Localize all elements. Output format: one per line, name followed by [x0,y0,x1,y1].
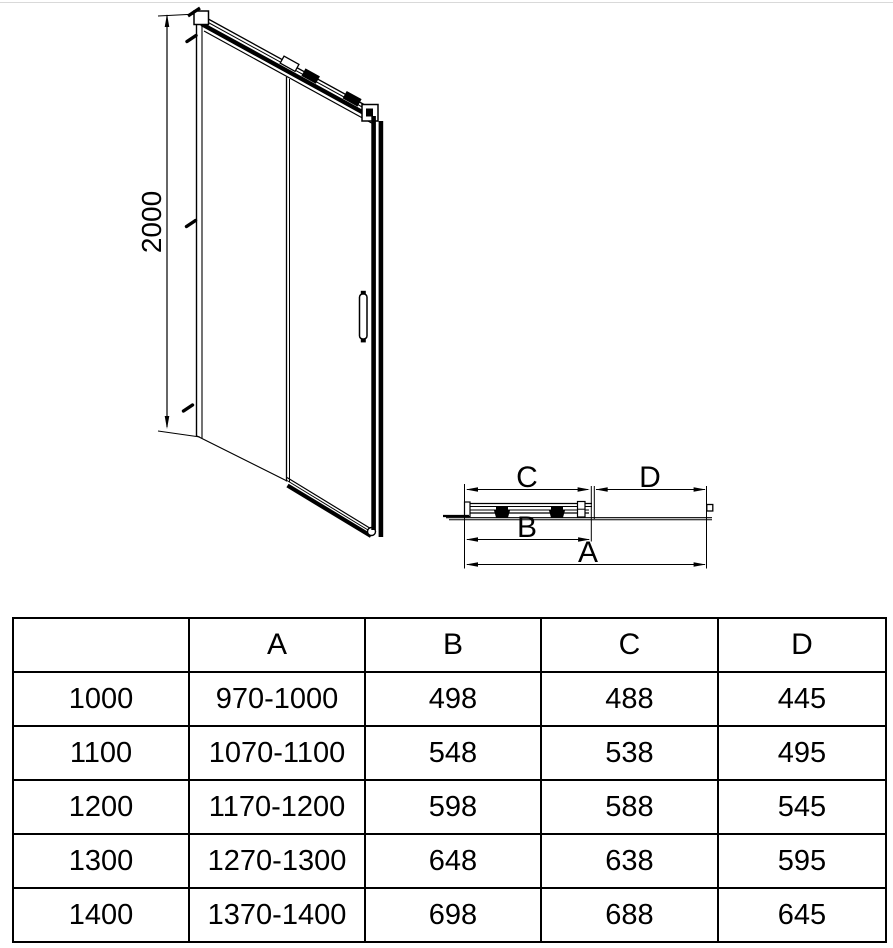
table-cell: 588 [541,780,718,834]
dimension-a [466,536,706,569]
table-cell: 488 [541,672,718,726]
table-cell: 698 [365,888,541,942]
table-cell: 498 [365,672,541,726]
bottom-rail [287,478,376,537]
dim-c-label: C [516,461,538,494]
door-handle [360,291,368,343]
dim-a-label: A [577,536,599,569]
dim-b-label: B [516,511,538,544]
table-header-c: C [541,618,718,672]
table-cell-size: 1400 [13,888,189,942]
sliding-door-leading-edge [287,77,290,483]
table-header-size [13,618,189,672]
table-cell: 445 [718,672,886,726]
table-cell: 645 [718,888,886,942]
wall-bracket-right-icon [707,505,713,512]
dimension-arrow-down [165,416,170,429]
table-cell: 1270-1300 [189,834,365,888]
top-track [188,8,378,124]
table-cell: 595 [718,834,886,888]
table-cell: 688 [541,888,718,942]
table-row [13,726,886,780]
table-row [13,780,886,834]
table-cell: 638 [541,834,718,888]
dimension-b [466,511,591,544]
right-wall-profile [371,116,383,537]
table-cell: 548 [365,726,541,780]
table-cell-size: 1200 [13,780,189,834]
table-row [13,834,886,888]
table-cell: 1370-1400 [189,888,365,942]
section-end-cap-left [465,502,471,517]
table-row [13,672,886,726]
table-cell-size: 1000 [13,672,189,726]
height-dimension-label: 2000 [136,190,167,254]
table-cell-size: 1100 [13,726,189,780]
table-cell: 495 [718,726,886,780]
table-cell: 545 [718,780,886,834]
table-cell-size: 1300 [13,834,189,888]
wall-bracket-icons [184,36,197,412]
size-table [12,617,887,943]
table-header-row [13,618,886,672]
table-cell: 1170-1200 [189,780,365,834]
dim-d-label: D [639,461,661,494]
table-cell: 1070-1100 [189,726,365,780]
table-header-b: B [365,618,541,672]
table-cell: 598 [365,780,541,834]
table-cell: 538 [541,726,718,780]
table-cell: 648 [365,834,541,888]
plan-view-drawing [443,461,713,569]
left-wall-profile [197,14,203,439]
dimension-c [466,461,590,494]
table-header-a: A [189,618,365,672]
table-cell: 970-1000 [189,672,365,726]
track-bracket-left [194,11,209,25]
table-header-d: D [718,618,886,672]
table-row [13,888,886,942]
fixed-panel-bottom-edge [197,436,287,481]
dimension-d [596,461,706,494]
front-view-drawing [136,8,383,537]
